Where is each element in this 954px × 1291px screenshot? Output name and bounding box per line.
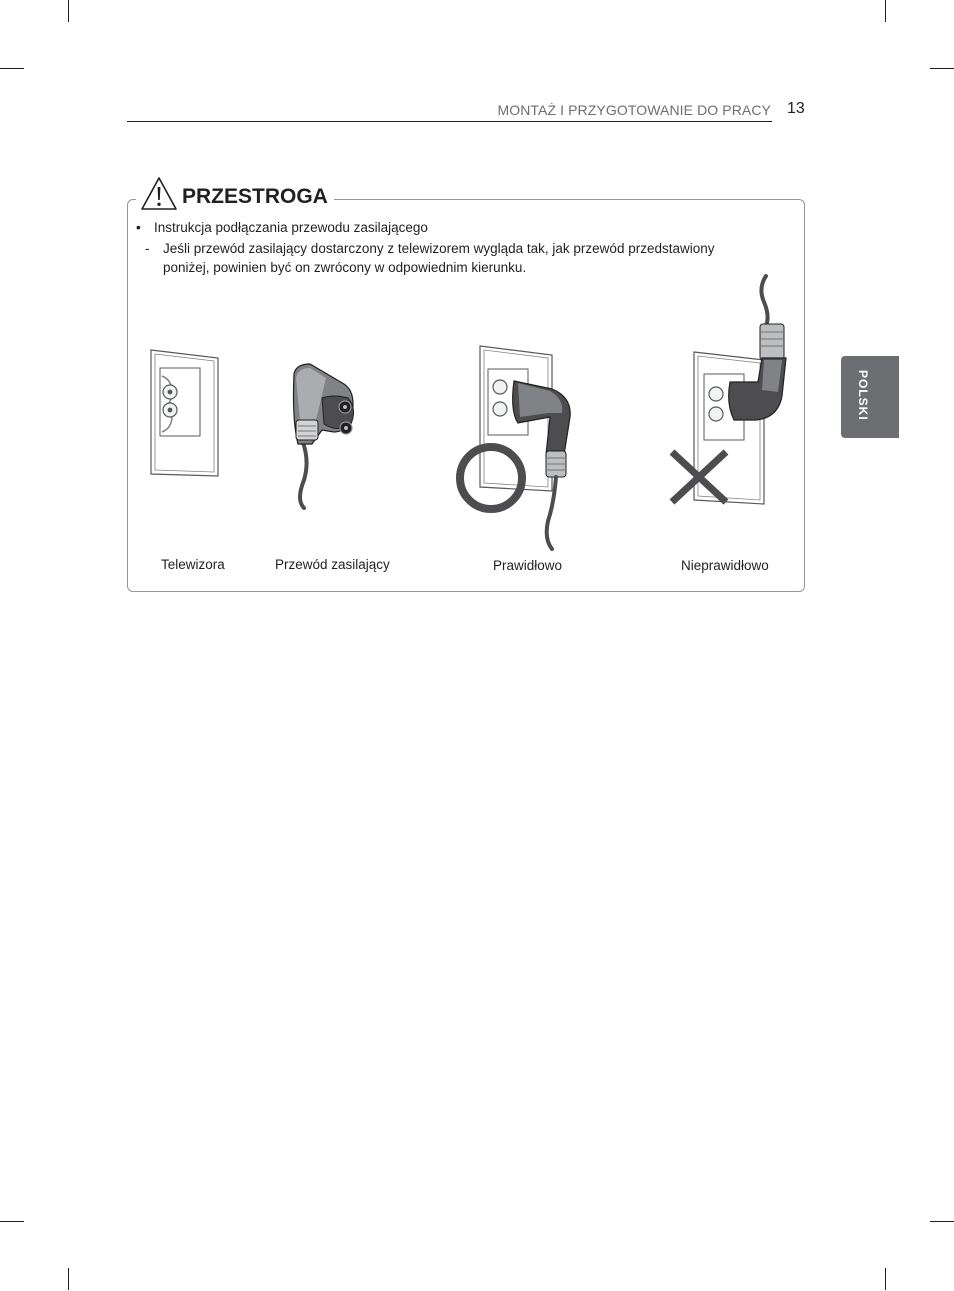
power-cord-illustration xyxy=(286,360,366,510)
incorrect-label: Nieprawidłowo xyxy=(681,558,769,573)
crop-mark xyxy=(0,1221,24,1222)
language-tab-label: POLSKI xyxy=(856,370,870,421)
crop-mark xyxy=(930,68,954,69)
crop-mark xyxy=(68,0,69,22)
correct-label: Prawidłowo xyxy=(493,558,563,573)
dash-mark: - xyxy=(145,241,150,256)
caution-title: PRZESTROGA xyxy=(182,185,328,208)
dash-text: Jeśli przewód zasilający dostarczony z telewizorem wygląda tak, jak przewód przedstawiony poniżej, powinien być on zwrócony w odpowiednim kierunku. xyxy=(163,241,715,275)
crop-mark xyxy=(0,68,24,69)
tv-label: Telewizora xyxy=(161,557,225,572)
section-title: MONTAŻ I PRZYGOTOWANIE DO PRACY xyxy=(497,102,771,118)
cord-label: Przewód zasilający xyxy=(275,557,390,572)
language-tab xyxy=(841,356,899,438)
warning-triangle-icon xyxy=(140,176,178,212)
correct-connection-illustration xyxy=(452,343,582,553)
header-rule xyxy=(127,121,772,122)
tv-socket-illustration xyxy=(148,348,222,478)
crop-mark xyxy=(885,0,886,22)
bullet-mark: • xyxy=(136,220,141,235)
bullet-text: Instrukcja podłączania przewodu zasilającego xyxy=(154,220,428,235)
crop-mark xyxy=(68,1268,69,1290)
page-number: 13 xyxy=(787,100,805,117)
caution-heading xyxy=(136,172,334,216)
crop-mark xyxy=(930,1221,954,1222)
crop-mark xyxy=(885,1268,886,1290)
bullet-item xyxy=(136,220,428,235)
incorrect-connection-illustration xyxy=(660,272,800,512)
